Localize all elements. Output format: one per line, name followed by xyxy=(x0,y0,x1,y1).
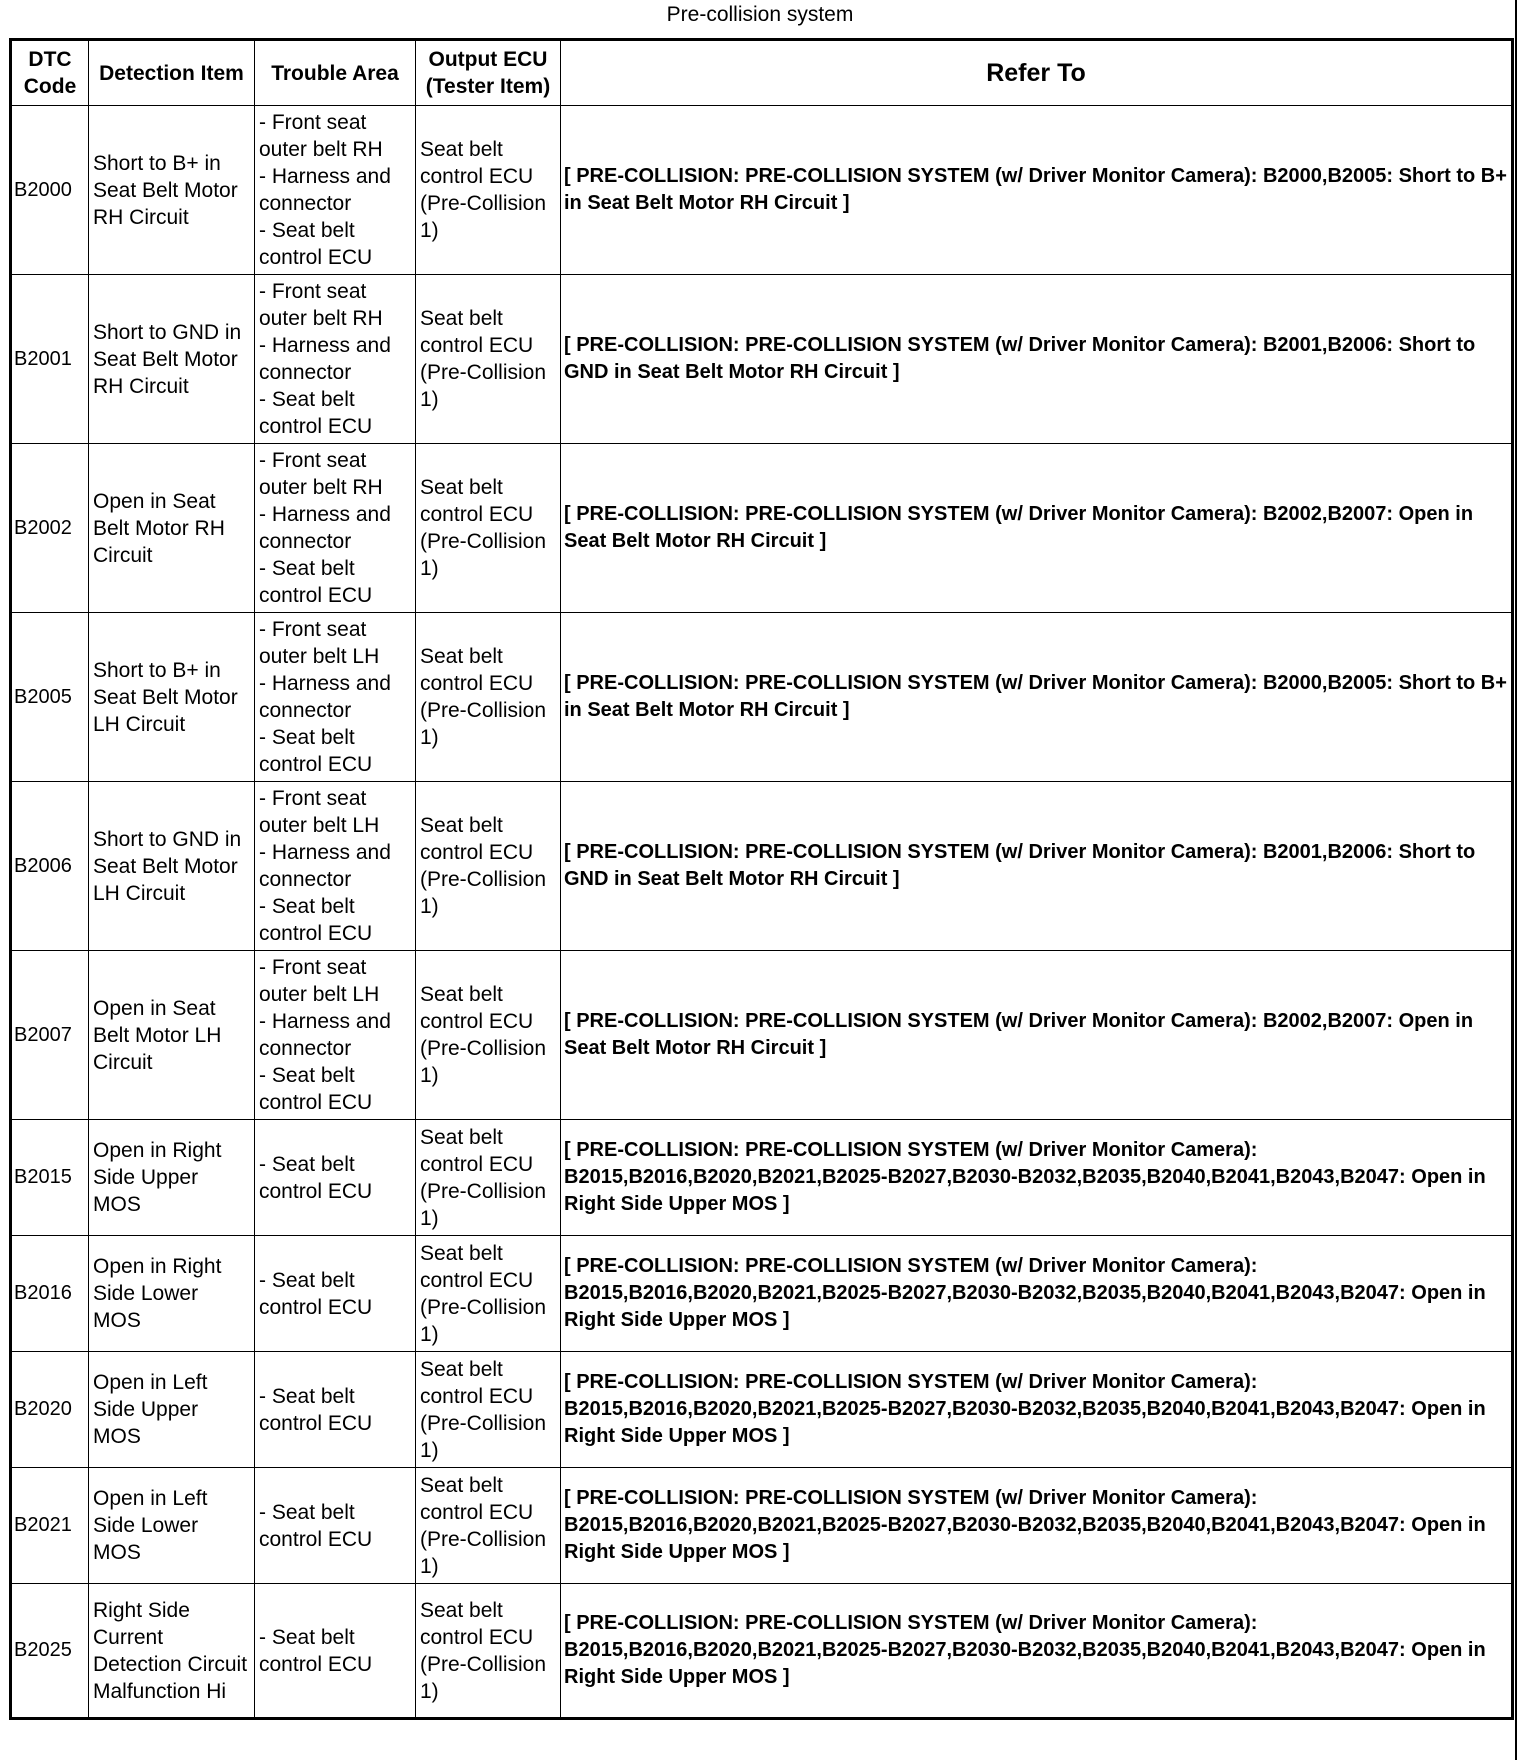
trouble-area-line: - Seat belt control ECU xyxy=(259,1268,373,1319)
dtc-table xyxy=(9,38,1514,1720)
header-refer-to: Refer To xyxy=(561,40,1513,106)
trouble-area-line: - Harness and connector xyxy=(259,165,391,215)
refer-to-link[interactable]: [ PRE-COLLISION: PRE-COLLISION SYSTEM (w/ Driver Monitor Camera): B2015,B2016,B2020,B2021,B2025-B2027,B2030-B2032,B2035,B2040,B2041,B2043,B2047: Open in Right Side Upper MOS ] xyxy=(561,1468,1513,1584)
output-ecu-cell: Seat belt control ECU (Pre-Collision 1) xyxy=(416,275,561,444)
detection-item-cell: Short to GND in Seat Belt Motor LH Circuit xyxy=(89,782,255,951)
trouble-area-line: - Front seat outer belt RH xyxy=(259,111,383,161)
refer-to-link[interactable]: [ PRE-COLLISION: PRE-COLLISION SYSTEM (w/ Driver Monitor Camera): B2001,B2006: Short to GND in Seat Belt Motor RH Circuit ] xyxy=(561,782,1513,951)
trouble-area-line: - Harness and connector xyxy=(259,672,391,722)
detection-item-cell: Open in Right Side Lower MOS xyxy=(89,1236,255,1352)
dtc-code-cell: B2016 xyxy=(11,1236,89,1352)
trouble-area-line: - Seat belt control ECU xyxy=(259,1500,373,1551)
dtc-code-cell: B2020 xyxy=(11,1352,89,1468)
output-ecu-cell: Seat belt control ECU (Pre-Collision 1) xyxy=(416,951,561,1120)
dtc-code-cell: B2021 xyxy=(11,1468,89,1584)
trouble-area-line: - Seat belt control ECU xyxy=(259,1384,373,1435)
dtc-code-cell: B2015 xyxy=(11,1120,89,1236)
refer-to-link[interactable]: [ PRE-COLLISION: PRE-COLLISION SYSTEM (w/ Driver Monitor Camera): B2015,B2016,B2020,B2021,B2025-B2027,B2030-B2032,B2035,B2040,B2041,B2043,B2047: Open in Right Side Upper MOS ] xyxy=(561,1120,1513,1236)
refer-to-link[interactable]: [ PRE-COLLISION: PRE-COLLISION SYSTEM (w/ Driver Monitor Camera): B2015,B2016,B2020,B2021,B2025-B2027,B2030-B2032,B2035,B2040,B2041,B2043,B2047: Open in Right Side Upper MOS ] xyxy=(561,1584,1513,1719)
dtc-code-cell: B2002 xyxy=(11,444,89,613)
trouble-area-line: - Front seat outer belt LH xyxy=(259,956,380,1006)
table-row xyxy=(11,1352,1513,1468)
detection-item-cell: Open in Seat Belt Motor LH Circuit xyxy=(89,951,255,1120)
output-ecu-cell: Seat belt control ECU (Pre-Collision 1) xyxy=(416,444,561,613)
trouble-area-line: - Seat belt control ECU xyxy=(259,219,373,269)
trouble-area-line: - Front seat outer belt RH xyxy=(259,280,383,330)
trouble-area-cell xyxy=(255,613,416,782)
detection-item-cell: Open in Right Side Upper MOS xyxy=(89,1120,255,1236)
table-row xyxy=(11,613,1513,782)
output-ecu-cell: Seat belt control ECU (Pre-Collision 1) xyxy=(416,1584,561,1719)
trouble-area-cell xyxy=(255,1468,416,1584)
trouble-area-line: - Seat belt control ECU xyxy=(259,895,373,945)
table-row xyxy=(11,444,1513,613)
trouble-area-line: - Harness and connector xyxy=(259,1010,391,1060)
table-row xyxy=(11,106,1513,275)
trouble-area-line: - Seat belt control ECU xyxy=(259,726,373,776)
output-ecu-cell: Seat belt control ECU (Pre-Collision 1) xyxy=(416,1120,561,1236)
detection-item-cell: Open in Seat Belt Motor RH Circuit xyxy=(89,444,255,613)
trouble-area-line: - Seat belt control ECU xyxy=(259,388,373,438)
trouble-area-line: - Front seat outer belt LH xyxy=(259,618,380,668)
trouble-area-cell xyxy=(255,1236,416,1352)
trouble-area-cell xyxy=(255,275,416,444)
dtc-code-cell: B2006 xyxy=(11,782,89,951)
trouble-area-line: - Front seat outer belt LH xyxy=(259,787,380,837)
refer-to-link[interactable]: [ PRE-COLLISION: PRE-COLLISION SYSTEM (w/ Driver Monitor Camera): B2000,B2005: Short to B+ in Seat Belt Motor RH Circuit ] xyxy=(561,106,1513,275)
detection-item-cell: Right Side Current Detection Circuit Malfunction Hi xyxy=(89,1584,255,1719)
detection-item-cell: Open in Left Side Lower MOS xyxy=(89,1468,255,1584)
table-header-row xyxy=(11,40,1513,106)
header-dtc-code: DTC Code xyxy=(11,40,89,106)
header-output-ecu: Output ECU (Tester Item) xyxy=(416,40,561,106)
header-trouble-area: Trouble Area xyxy=(255,40,416,106)
refer-to-link[interactable]: [ PRE-COLLISION: PRE-COLLISION SYSTEM (w/ Driver Monitor Camera): B2015,B2016,B2020,B2021,B2025-B2027,B2030-B2032,B2035,B2040,B2041,B2043,B2047: Open in Right Side Upper MOS ] xyxy=(561,1236,1513,1352)
trouble-area-line: - Seat belt control ECU xyxy=(259,1064,373,1114)
trouble-area-line: - Seat belt control ECU xyxy=(259,557,373,607)
dtc-code-cell: B2007 xyxy=(11,951,89,1120)
trouble-area-cell xyxy=(255,782,416,951)
detection-item-cell: Short to B+ in Seat Belt Motor LH Circuit xyxy=(89,613,255,782)
trouble-area-cell xyxy=(255,1584,416,1719)
table-row xyxy=(11,1468,1513,1584)
trouble-area-line: - Harness and connector xyxy=(259,334,391,384)
trouble-area-line: - Harness and connector xyxy=(259,503,391,553)
page-border-rule xyxy=(1515,0,1517,1760)
table-row xyxy=(11,951,1513,1120)
dtc-code-cell: B2025 xyxy=(11,1584,89,1719)
output-ecu-cell: Seat belt control ECU (Pre-Collision 1) xyxy=(416,106,561,275)
trouble-area-line: - Seat belt control ECU xyxy=(259,1152,373,1203)
trouble-area-cell xyxy=(255,444,416,613)
trouble-area-cell xyxy=(255,951,416,1120)
table-row xyxy=(11,275,1513,444)
trouble-area-line: - Seat belt control ECU xyxy=(259,1625,373,1676)
trouble-area-line: - Front seat outer belt RH xyxy=(259,449,383,499)
trouble-area-cell xyxy=(255,106,416,275)
detection-item-cell: Short to B+ in Seat Belt Motor RH Circuit xyxy=(89,106,255,275)
trouble-area-cell xyxy=(255,1120,416,1236)
header-detection-item: Detection Item xyxy=(89,40,255,106)
refer-to-link[interactable]: [ PRE-COLLISION: PRE-COLLISION SYSTEM (w/ Driver Monitor Camera): B2002,B2007: Open in Seat Belt Motor RH Circuit ] xyxy=(561,444,1513,613)
table-row xyxy=(11,1236,1513,1352)
trouble-area-line: - Harness and connector xyxy=(259,841,391,891)
dtc-code-cell: B2001 xyxy=(11,275,89,444)
output-ecu-cell: Seat belt control ECU (Pre-Collision 1) xyxy=(416,1468,561,1584)
output-ecu-cell: Seat belt control ECU (Pre-Collision 1) xyxy=(416,613,561,782)
table-row xyxy=(11,1584,1513,1719)
refer-to-link[interactable]: [ PRE-COLLISION: PRE-COLLISION SYSTEM (w/ Driver Monitor Camera): B2015,B2016,B2020,B2021,B2025-B2027,B2030-B2032,B2035,B2040,B2041,B2043,B2047: Open in Right Side Upper MOS ] xyxy=(561,1352,1513,1468)
table-row xyxy=(11,782,1513,951)
table-caption: Pre-collision system xyxy=(666,3,854,26)
detection-item-cell: Open in Left Side Upper MOS xyxy=(89,1352,255,1468)
refer-to-link[interactable]: [ PRE-COLLISION: PRE-COLLISION SYSTEM (w/ Driver Monitor Camera): B2000,B2005: Short to B+ in Seat Belt Motor RH Circuit ] xyxy=(561,613,1513,782)
refer-to-link[interactable]: [ PRE-COLLISION: PRE-COLLISION SYSTEM (w/ Driver Monitor Camera): B2001,B2006: Short to GND in Seat Belt Motor RH Circuit ] xyxy=(561,275,1513,444)
output-ecu-cell: Seat belt control ECU (Pre-Collision 1) xyxy=(416,1236,561,1352)
dtc-code-cell: B2005 xyxy=(11,613,89,782)
output-ecu-cell: Seat belt control ECU (Pre-Collision 1) xyxy=(416,782,561,951)
table-row xyxy=(11,1120,1513,1236)
detection-item-cell: Short to GND in Seat Belt Motor RH Circuit xyxy=(89,275,255,444)
dtc-code-cell: B2000 xyxy=(11,106,89,275)
output-ecu-cell: Seat belt control ECU (Pre-Collision 1) xyxy=(416,1352,561,1468)
trouble-area-cell xyxy=(255,1352,416,1468)
refer-to-link[interactable]: [ PRE-COLLISION: PRE-COLLISION SYSTEM (w/ Driver Monitor Camera): B2002,B2007: Open in Seat Belt Motor RH Circuit ] xyxy=(561,951,1513,1120)
